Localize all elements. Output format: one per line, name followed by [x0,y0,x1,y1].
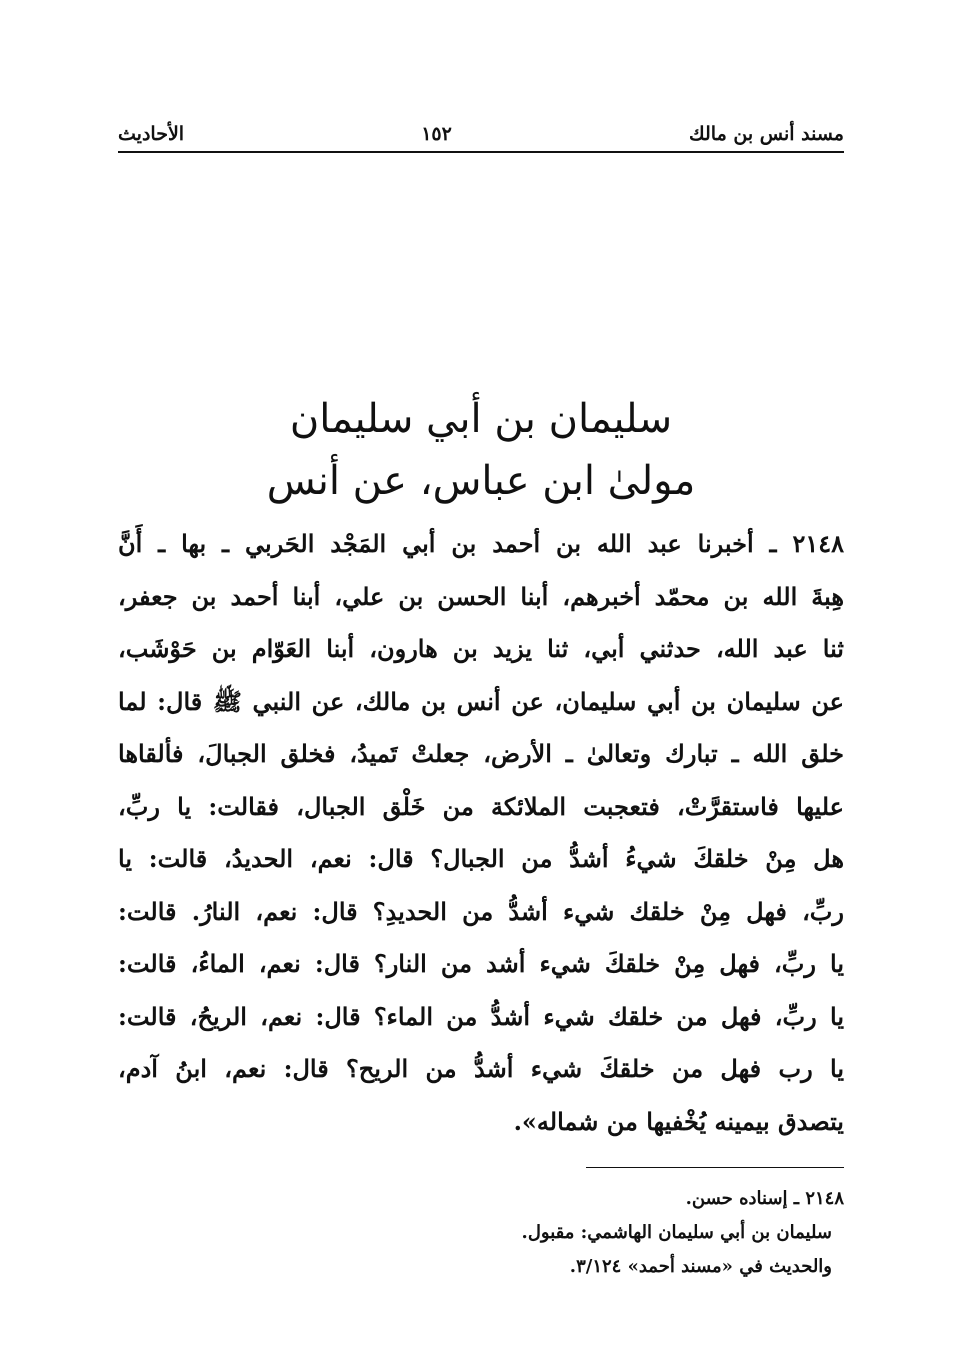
hadith-line: ربِّ، فهل مِنْ خلقك شيء أشدُّ من الحديدِ؟ قال: نعم، النارُ. قالت: [118,896,844,926]
hadith-line: يا رب فهل من خلقكَ شيء أشدُّ من الريح؟ قال: نعم، ابنُ آدم، [118,1054,844,1083]
hadith-line: يا ربِّ، فهل من خلقك شيء أشدُّ من الماء؟ قال: نعم، الريحُ، قالت: [118,1001,844,1031]
footnote-line: سليمان بن أبي سليمان الهاشمي: مقبول. [521,1222,832,1243]
running-head-section: الأحاديث [118,123,185,145]
chapter-title-line-2: مولىٰ ابن عباس، عن أنس [266,458,696,504]
hadith-line: ٢١٤٨ ـ أخبرنا عبد الله بن أحمد بن أبي المَجْد الحَربي ـ بها ـ أَنَّ [118,529,844,558]
hadith-line: هِبةَ الله بن محمّد أخبرهم، أبنا الحسن بن علي، أبنا أحمد بن جعفر، [118,581,844,611]
running-head-book-title: مسند أنس بن مالك [689,123,844,145]
hadith-line: يا ربِّ، فهل مِنْ خلقكَ شيء أشد من النار؟ قال: نعم، الماءُ، قالت: [118,949,844,978]
hadith-line: عليها فاستقرَّتْ، فتعجبت الملائكة من خَلْق الجبال، فقالت: يا ربِّ، [118,791,844,821]
footnotes [118,1182,844,1284]
hadith-line: عن سليمان بن أبي سليمان، عن أنس بن مالك، عن النبي ﷺ قال: لما [118,686,844,716]
chapter-title-line-1: سليمان بن أبي سليمان [289,396,673,442]
hadith-line: ثنا عبد الله، حدثني أبي، ثنا يزيد بن هارون، أبنا العَوّام بن حَوْشَب، [118,634,844,663]
hadith-line: خلق الله ـ تبارك وتعالىٰ ـ الأرض، جعلتْ تَميدُ، فخلق الجبالَ، فألقاها [118,739,844,768]
footnote-line: والحديث في «مسند أحمد» ٣/١٢٤. [569,1256,832,1277]
footnote-line: ٢١٤٨ ـ إسناده حسن. [685,1188,844,1209]
hadith-text [118,518,844,1148]
footnote-divider [586,1167,844,1168]
page-header [118,118,844,150]
page-number: ١٥٢ [421,123,452,145]
header-divider [118,151,844,153]
chapter-heading [118,388,844,512]
hadith-line: هل مِنْ خلقكَ شيءُ أشدُّ من الجبال؟ قال: نعم، الحديدُ، قالت: يا [118,844,844,873]
hadith-line: يتصدق بيمينه يُخْفيها من شماله». [513,1106,844,1136]
